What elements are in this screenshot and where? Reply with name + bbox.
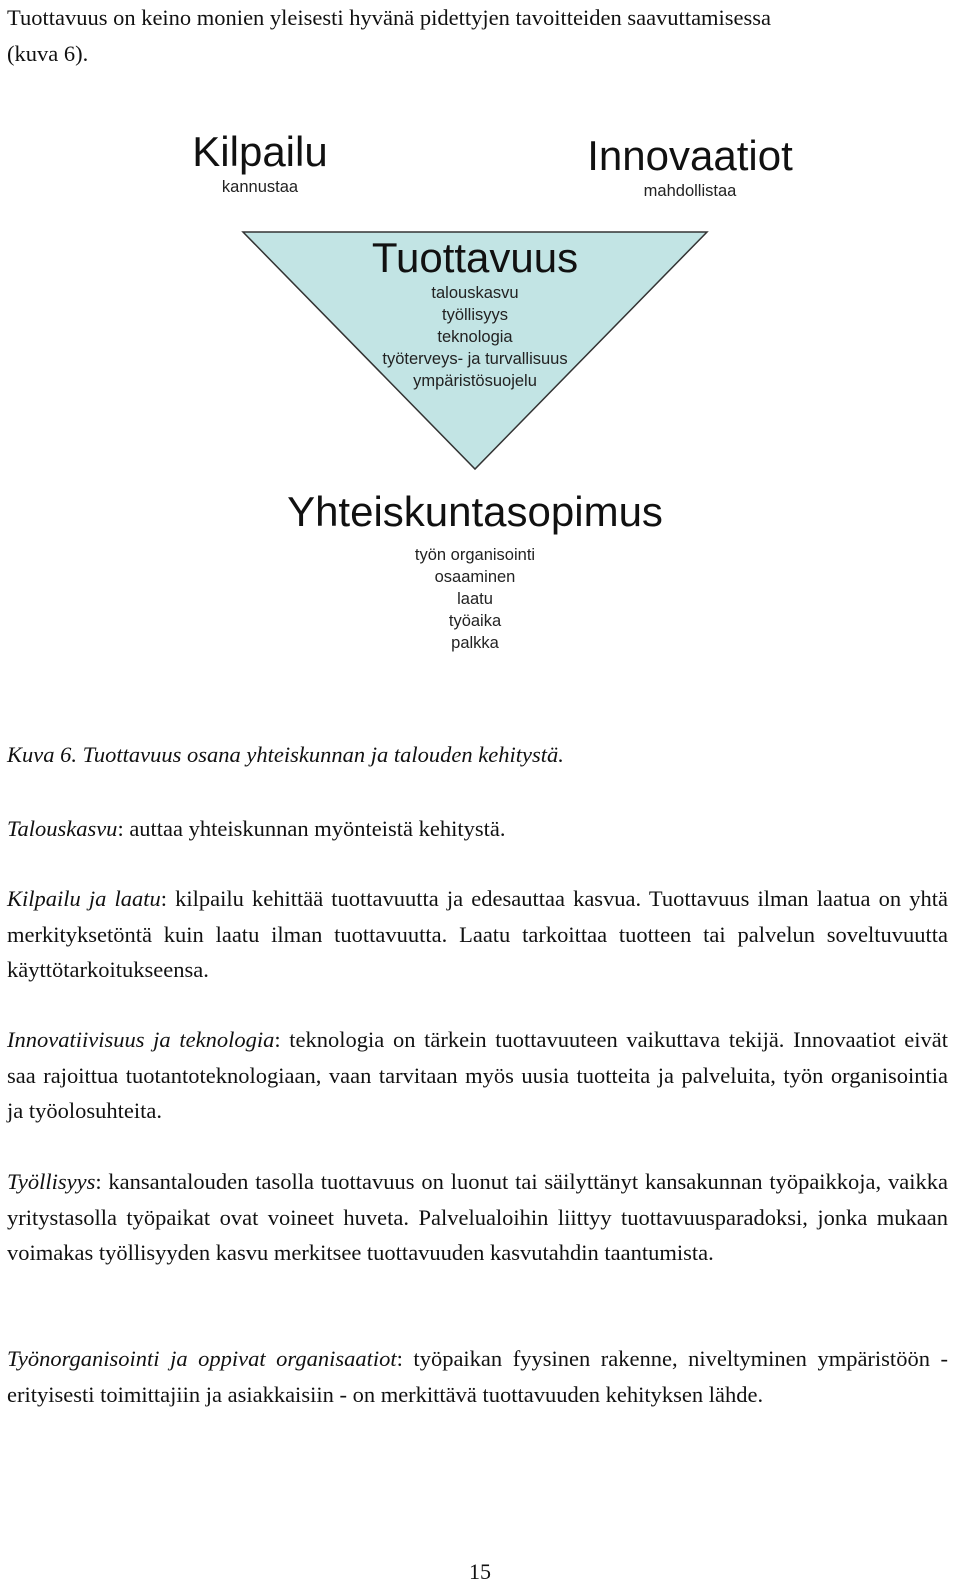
paragraph-term: Talouskasvu	[7, 816, 118, 841]
intro-line-1: Tuottavuus on keino monien yleisesti hyvänä pidettyjen tavoitteiden saavuttamisessa	[7, 5, 772, 30]
figure-caption: Kuva 6. Tuottavuus osana yhteiskunnan ja talouden kehitystä.	[7, 742, 564, 767]
tuottavuus-title: Tuottavuus	[371, 234, 579, 281]
paragraph-text: : kansantalouden tasolla tuottavuus on luonut tai säilyttänyt kansakunnan työpaikkoja, vaikka yritystasolla työpaikat ovat voineet huveta. Palvelualoihin liittyy tuottavuusparadoksi, jonka mukaan voimakas työllisyyden kasvu merkitsee tuottavuuden kasvutahdin taantumista.	[7, 1169, 948, 1265]
paragraph-kilpailu	[7, 881, 948, 988]
yhteiskuntasopimus-item: työaika	[448, 612, 502, 630]
kilpailu-group	[160, 128, 360, 198]
tuottavuus-item: ympäristösuojelu	[413, 372, 537, 390]
innovaatiot-group	[570, 132, 810, 202]
innovaatiot-title: Innovaatiot	[587, 132, 793, 179]
paragraph-talouskasvu	[7, 811, 948, 847]
yhteiskuntasopimus-title: Yhteiskuntasopimus	[287, 488, 663, 535]
tuottavuus-item: teknologia	[437, 328, 513, 346]
paragraph-text: : auttaa yhteiskunnan myönteistä kehitystä.	[117, 816, 506, 841]
tuottavuus-item: talouskasvu	[431, 284, 519, 302]
yhteiskuntasopimus-item: laatu	[457, 590, 493, 608]
paragraph-text: : teknologia on tärkein tuottavuuteen vaikuttava tekijä. Innovaatiot eivät saa rajoittua tuotantoteknologiaan, vaan tarvitaan myös uusia tuotteita ja palveluita, työn organisointia ja työolosuhteita.	[7, 1027, 949, 1123]
paragraph-innovatiivisuus	[7, 1022, 948, 1129]
yhteiskuntasopimus-item: palkka	[451, 634, 499, 652]
innovaatiot-subtitle: mahdollistaa	[643, 182, 737, 200]
intro-paragraph	[7, 0, 948, 71]
paragraph-term: Työnorganisointi ja oppivat organisaatiot	[7, 1346, 397, 1371]
tuottavuus-group	[330, 234, 620, 392]
paragraph-tyonorganisointi	[7, 1341, 948, 1412]
yhteiskuntasopimus-group	[275, 488, 675, 654]
paragraph-text: : työpaikan fyysinen rakenne, niveltyminen ympäristöön - erityisesti toimittajiin ja asiakkaisiin - on merkittävä tuottavuuden kehityksen lähde.	[7, 1346, 948, 1407]
paragraph-tyollisyys	[7, 1164, 948, 1271]
paragraph-term: Työllisyys	[7, 1169, 96, 1194]
intro-line-2: (kuva 6).	[7, 40, 89, 66]
page-number: 15	[469, 1559, 491, 1584]
paragraph-term: Innovatiivisuus ja teknologia	[7, 1027, 275, 1052]
tuottavuus-item: työllisyys	[441, 306, 508, 324]
tuottavuus-item: työterveys- ja turvallisuus	[382, 350, 568, 368]
yhteiskuntasopimus-item: työn organisointi	[414, 546, 536, 564]
paragraph-term: Kilpailu ja laatu	[7, 886, 161, 911]
kilpailu-title: Kilpailu	[192, 128, 328, 175]
yhteiskuntasopimus-item: osaaminen	[434, 568, 516, 586]
productivity-diagram	[0, 120, 960, 680]
paragraph-text: : kilpailu kehittää tuottavuutta ja edesauttaa kasvua. Tuottavuus ilman laatua on yhtä merkityksetöntä kuin laatu ilman tuottavuutta. Laatu tarkoittaa tuotteen tai palvelun soveltuvuutta käyttötarkoitukseensa.	[7, 886, 948, 982]
kilpailu-subtitle: kannustaa	[221, 178, 299, 196]
